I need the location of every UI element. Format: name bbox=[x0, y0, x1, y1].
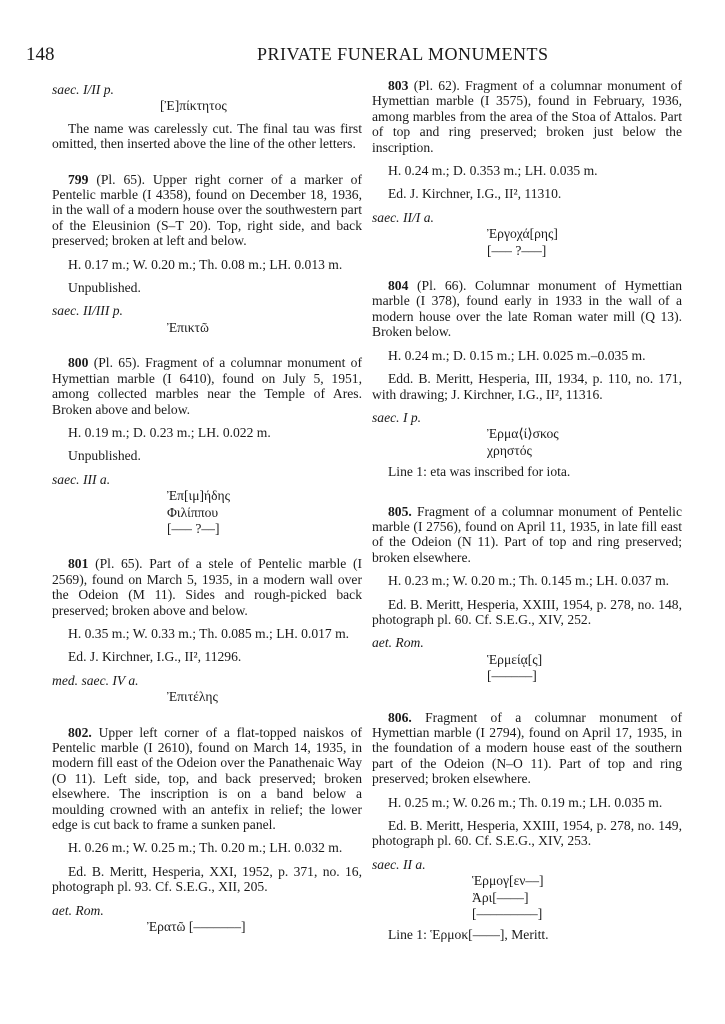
saeculum: saec. II/I a. bbox=[372, 209, 434, 225]
greek-line: χρηστός bbox=[487, 442, 532, 458]
entry-description: (Pl. 65). Upper right corner of a marker of Pentelic marble (I 4358), found on December 18, 1936, in the wall of a modern house over the southwestern part of the Eleusinion (S–T 20). Top, right side, and back preserved; broken at left and below. bbox=[52, 171, 362, 249]
edition: Ed. B. Meritt, Hesperia, XXIII, 1954, p. 278, no. 149, photograph pl. 60. Cf. S.E.G., XIV, 253. bbox=[372, 818, 682, 849]
note: The name was carelessly cut. The final tau was first omitted, then inserted above the line of the other letters. bbox=[52, 120, 362, 152]
greek-line: Ἀρι[––––] bbox=[472, 889, 529, 905]
entry-800 bbox=[52, 355, 362, 536]
measurements: H. 0.26 m.; W. 0.25 m.; Th. 0.20 m.; LH. 0.032 m. bbox=[68, 840, 343, 856]
saeculum: aet. Rom. bbox=[52, 902, 104, 918]
saeculum: saec. I/II p. bbox=[52, 82, 114, 97]
entry-description: Fragment of a columnar monument of Hymettian marble (I 2794), found on April 17, 1935, in the foundation of a modern house east of the southern part of the Odeion (N–O 11). Part of top and ring preserved; broken elsewhere. bbox=[372, 709, 682, 787]
entry-description: (Pl. 65). Fragment of a columnar monument of Hymettian marble (I 6410), found on July 5, 1951, among collected marbles near the Temple of Ares. Broken above and below. bbox=[52, 355, 362, 417]
edition: Ed. B. Meritt, Hesperia, XXIII, 1954, p. 278, no. 148, photograph pl. 60. Cf. S.E.G., XIV, 252. bbox=[372, 596, 682, 627]
measurements: H. 0.24 m.; D. 0.353 m.; LH. 0.035 m. bbox=[388, 163, 598, 179]
greek-line: Ἑρμείᾳ[ς] bbox=[487, 651, 543, 667]
entry-description: Fragment of a columnar monument of Pentelic marble (I 2756), found on April 11, 1935, in late fill east of the Odeion (N 11). Part of top and ring preserved; broken elsewhere. bbox=[372, 503, 682, 565]
entry-number: 803 bbox=[388, 78, 409, 93]
entry-804 bbox=[372, 278, 682, 479]
page-header bbox=[26, 44, 706, 72]
greek-line: [––– ?–––] bbox=[487, 242, 547, 258]
running-title: PRIVATE FUNERAL MONUMENTS bbox=[257, 44, 549, 64]
measurements: H. 0.35 m.; W. 0.33 m.; Th. 0.085 m.; LH. 0.017 m. bbox=[68, 625, 350, 641]
entry-number: 806. bbox=[388, 709, 412, 725]
entry-description: (Pl. 62). Fragment of a columnar monument of Hymettian marble (I 3575), found in February, 1936, among marbles from the area of the Stoa of Attalos. Part of top and ring preserved; broken just below the inscription. bbox=[372, 78, 682, 155]
right-column bbox=[372, 78, 682, 943]
greek-line: Ἐπικτῶ bbox=[167, 319, 209, 335]
entry-803 bbox=[372, 78, 682, 258]
greek-line: [Ἐ]πίκτητος bbox=[160, 98, 227, 114]
saeculum: saec. II/III p. bbox=[52, 303, 123, 319]
entry-806 bbox=[372, 710, 682, 943]
saeculum: aet. Rom. bbox=[372, 635, 424, 651]
measurements: H. 0.17 m.; W. 0.20 m.; Th. 0.08 m.; LH. 0.013 m. bbox=[68, 256, 343, 272]
greek-line: Ἐπιτέλης bbox=[167, 689, 218, 705]
edition: Ed. J. Kirchner, I.G., II², 11310. bbox=[388, 186, 562, 202]
greek-line: [––––––] bbox=[487, 668, 537, 684]
left-column bbox=[52, 78, 362, 935]
measurements: H. 0.25 m.; W. 0.26 m.; Th. 0.19 m.; LH. 0.035 m. bbox=[388, 794, 663, 810]
entry-801 bbox=[52, 556, 362, 704]
edition: Unpublished. bbox=[68, 448, 141, 464]
entry-number: 802. bbox=[68, 724, 92, 740]
entry-799 bbox=[52, 172, 362, 336]
greek-line: Ἑρμογ[εν––] bbox=[472, 873, 544, 889]
note: Line 1: Ἑρμοκ[––––], Meritt. bbox=[388, 927, 549, 943]
entry-805 bbox=[372, 504, 682, 684]
entry-number: 804 bbox=[388, 278, 409, 294]
edition: Ed. B. Meritt, Hesperia, XXI, 1952, p. 371, no. 16, photograph pl. 93. Cf. S.E.G., XII, 205. bbox=[52, 863, 362, 895]
greek-line: Ἐρμα⟨ί⟩σκος bbox=[487, 426, 559, 442]
saeculum: saec. I p. bbox=[372, 409, 422, 425]
greek-line: Ἐπ[ιμ]ήδης bbox=[167, 488, 231, 504]
entry-number: 801 bbox=[68, 556, 89, 572]
page-number: 148 bbox=[26, 44, 55, 65]
entry-number: 799 bbox=[68, 171, 89, 187]
edition: Unpublished. bbox=[68, 280, 141, 296]
measurements: H. 0.19 m.; D. 0.23 m.; LH. 0.022 m. bbox=[68, 424, 271, 440]
greek-line: Ἐρατῶ [–––––––] bbox=[147, 919, 246, 935]
measurements: H. 0.23 m.; W. 0.20 m.; Th. 0.145 m.; LH. 0.037 m. bbox=[388, 573, 670, 589]
greek-line: [–––––––––] bbox=[472, 906, 543, 922]
measurements: H. 0.24 m.; D. 0.15 m.; LH. 0.025 m.–0.035 m. bbox=[388, 347, 646, 363]
note: Line 1: eta was inscribed for iota. bbox=[388, 464, 571, 480]
saeculum: saec. III a. bbox=[52, 471, 111, 487]
edition: Edd. B. Meritt, Hesperia, III, 1934, p. 110, no. 171, with drawing; J. Kirchner, I.G., II², 11316. bbox=[372, 371, 682, 402]
entry-description: (Pl. 66). Columnar monument of Hymettian marble (I 378), found early in 1933 in the wall of a modern house over the late Roman water mill (Q 13). Broken below. bbox=[372, 278, 682, 340]
entry-description: (Pl. 65). Part of a stele of Pentelic marble (I 2569), found on March 5, 1935, in a modern wall over the Odeion (M 11). Sides and rough-picked back preserved; broken above and below. bbox=[52, 556, 362, 618]
entry-number: 800 bbox=[68, 355, 89, 371]
greek-line: [––– ?––] bbox=[167, 520, 220, 536]
entry-description: Upper left corner of a flat-topped naiskos of Pentelic marble (I 2610), found on March 14, 1935, in modern fill east of the Odeion over the Panathenaic Way (O 11). Left side, top, and back preserved; broken elsewhere. The inscription is on a band below a moulding crowned with an antefix in relief; the lower edge is cut back to frame a sunken panel. bbox=[52, 724, 362, 833]
saeculum: med. saec. IV a. bbox=[52, 672, 139, 688]
entry-number: 805. bbox=[388, 503, 412, 519]
greek-line: Φιλίππου bbox=[167, 504, 219, 520]
entry-802 bbox=[52, 725, 362, 935]
edition: Ed. J. Kirchner, I.G., II², 11296. bbox=[68, 649, 242, 665]
saeculum: saec. II a. bbox=[372, 856, 426, 872]
greek-line: Ἐργοχά[ρης] bbox=[487, 226, 558, 242]
